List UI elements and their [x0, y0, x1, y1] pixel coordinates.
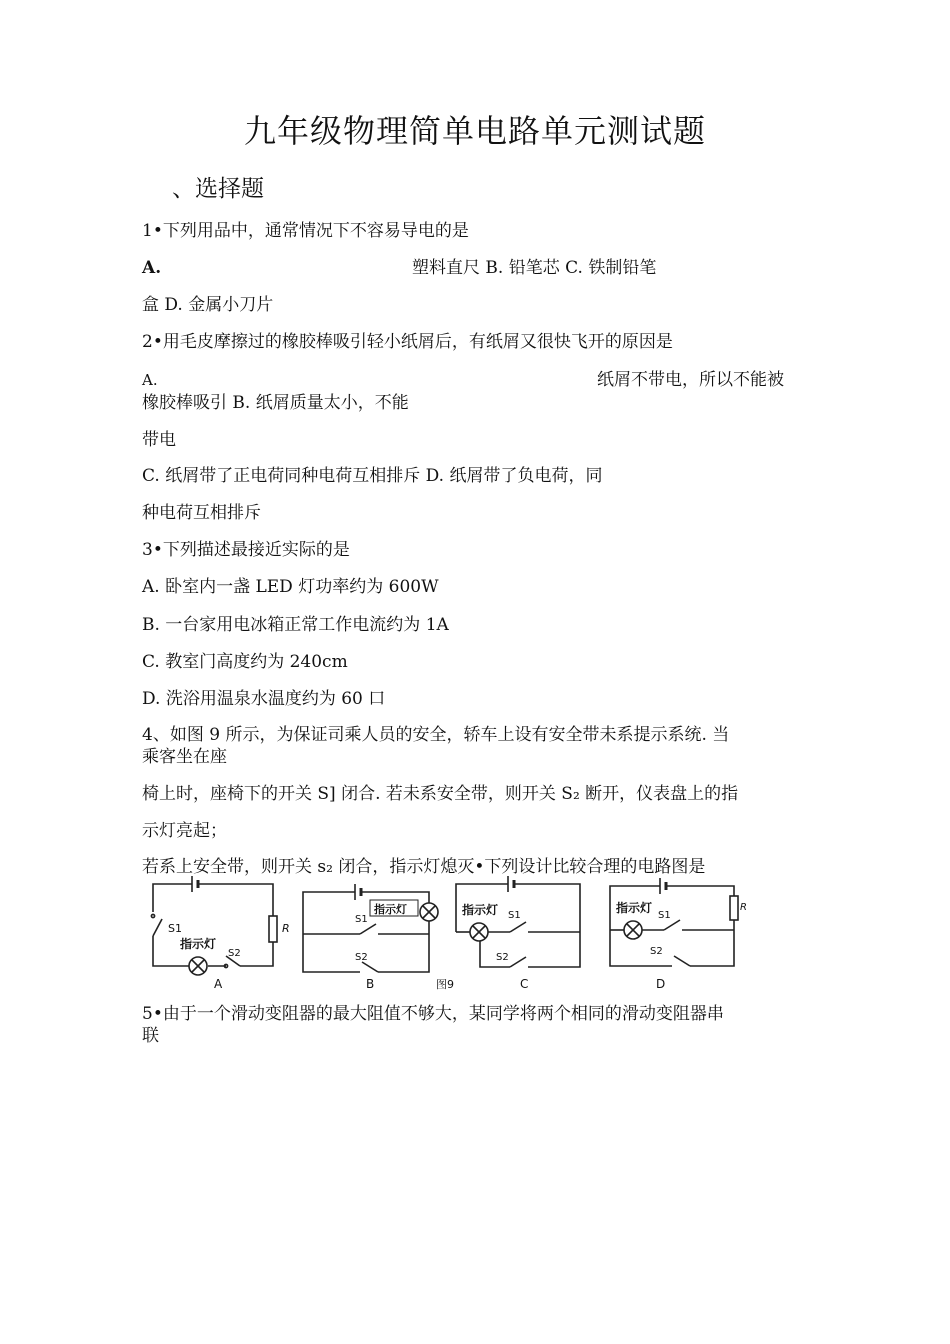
a-s1-label: S1	[168, 922, 182, 935]
circuit-c	[456, 876, 580, 967]
circuit-figures-svg	[140, 872, 760, 992]
q4-line3: 椅上时，座椅下的开关 S] 闭合. 若未系安全带，则开关 S₂ 断开，仪表盘上的指	[142, 784, 739, 804]
q2-stem: 2•用毛皮摩擦过的橡胶棒吸引轻小纸屑后，有纸屑又很快飞开的原因是	[142, 332, 673, 352]
q4-line1: 4、如图 9 所示，为保证司乘人员的安全，轿车上设有安全带未系提示系统. 当	[142, 725, 730, 745]
q3-stem: 3•下列描述最接近实际的是	[142, 540, 350, 560]
q3-option-c: C. 教室门高度约为 240cm	[142, 652, 348, 672]
a-r-label: R	[282, 922, 290, 935]
d-lamp-label: 指示灯	[616, 901, 653, 915]
q2-line2: 橡胶棒吸引 B. 纸屑质量太小，不能	[142, 393, 409, 413]
a-s2-label: S2	[228, 948, 241, 959]
q4-line5: 若系上安全带，则开关 s₂ 闭合，指示灯熄灭•下列设计比较合理的电路图是	[142, 857, 706, 877]
resistor-icon	[730, 896, 738, 920]
q2-line5: 种电荷互相排斥	[142, 503, 261, 523]
c-lamp-label: 指示灯	[462, 903, 499, 917]
q1-stem: 1•下列用品中，通常情况下不容易导电的是	[142, 221, 469, 241]
b-s1-label: S1	[355, 914, 368, 925]
circuit-b	[303, 884, 438, 972]
q4-line4: 示灯亮起；	[142, 821, 227, 841]
a-lamp-label: 指示灯	[180, 937, 217, 951]
q1-option-a-label: A.	[142, 258, 162, 278]
q4-line2: 乘客坐在座	[142, 747, 227, 767]
d-s1-label: S1	[658, 910, 671, 921]
b-s2-label: S2	[355, 952, 368, 963]
caption-c: C	[520, 977, 529, 991]
q2-option-a-text: 纸屑不带电，所以不能被	[597, 370, 784, 390]
q3-option-b: B. 一台家用电冰箱正常工作电流约为 1A	[142, 615, 449, 635]
q3-option-a: A. 卧室内一盏 LED 灯功率约为 600W	[142, 577, 439, 597]
q2-option-a-label: A.	[142, 371, 158, 389]
caption-b: B	[366, 977, 375, 991]
b-lamp-label: 指示灯	[374, 903, 407, 916]
c-s2-label: S2	[496, 952, 509, 963]
q3-option-d: D. 洗浴用温泉水温度约为 60 口	[142, 689, 386, 709]
q2-line4: C. 纸屑带了正电荷同种电荷互相排斥 D. 纸屑带了负电荷，同	[142, 466, 603, 486]
q5-line2: 联	[142, 1026, 159, 1046]
resistor-icon	[269, 916, 277, 942]
caption-d: D	[656, 977, 666, 991]
d-s2-label: S2	[650, 946, 663, 957]
q1-options-line: 塑料直尺 B. 铅笔芯 C. 铁制铅笔	[412, 258, 657, 278]
figure-number: 图9	[436, 978, 454, 991]
c-s1-label: S1	[508, 910, 521, 921]
circuit-figures	[140, 872, 760, 992]
q1-options-cont: 盒 D. 金属小刀片	[142, 295, 274, 315]
caption-a: A	[214, 977, 223, 991]
circuit-d	[610, 878, 738, 966]
q5-line1: 5•由于一个滑动变阻器的最大阻值不够大，某同学将两个相同的滑动变阻器串	[142, 1004, 724, 1024]
d-r-label: R	[740, 902, 747, 913]
document-title: 九年级物理简单电路单元测试题	[243, 112, 706, 150]
section-heading: 、选择题	[172, 176, 264, 202]
q2-line3: 带电	[142, 430, 176, 450]
